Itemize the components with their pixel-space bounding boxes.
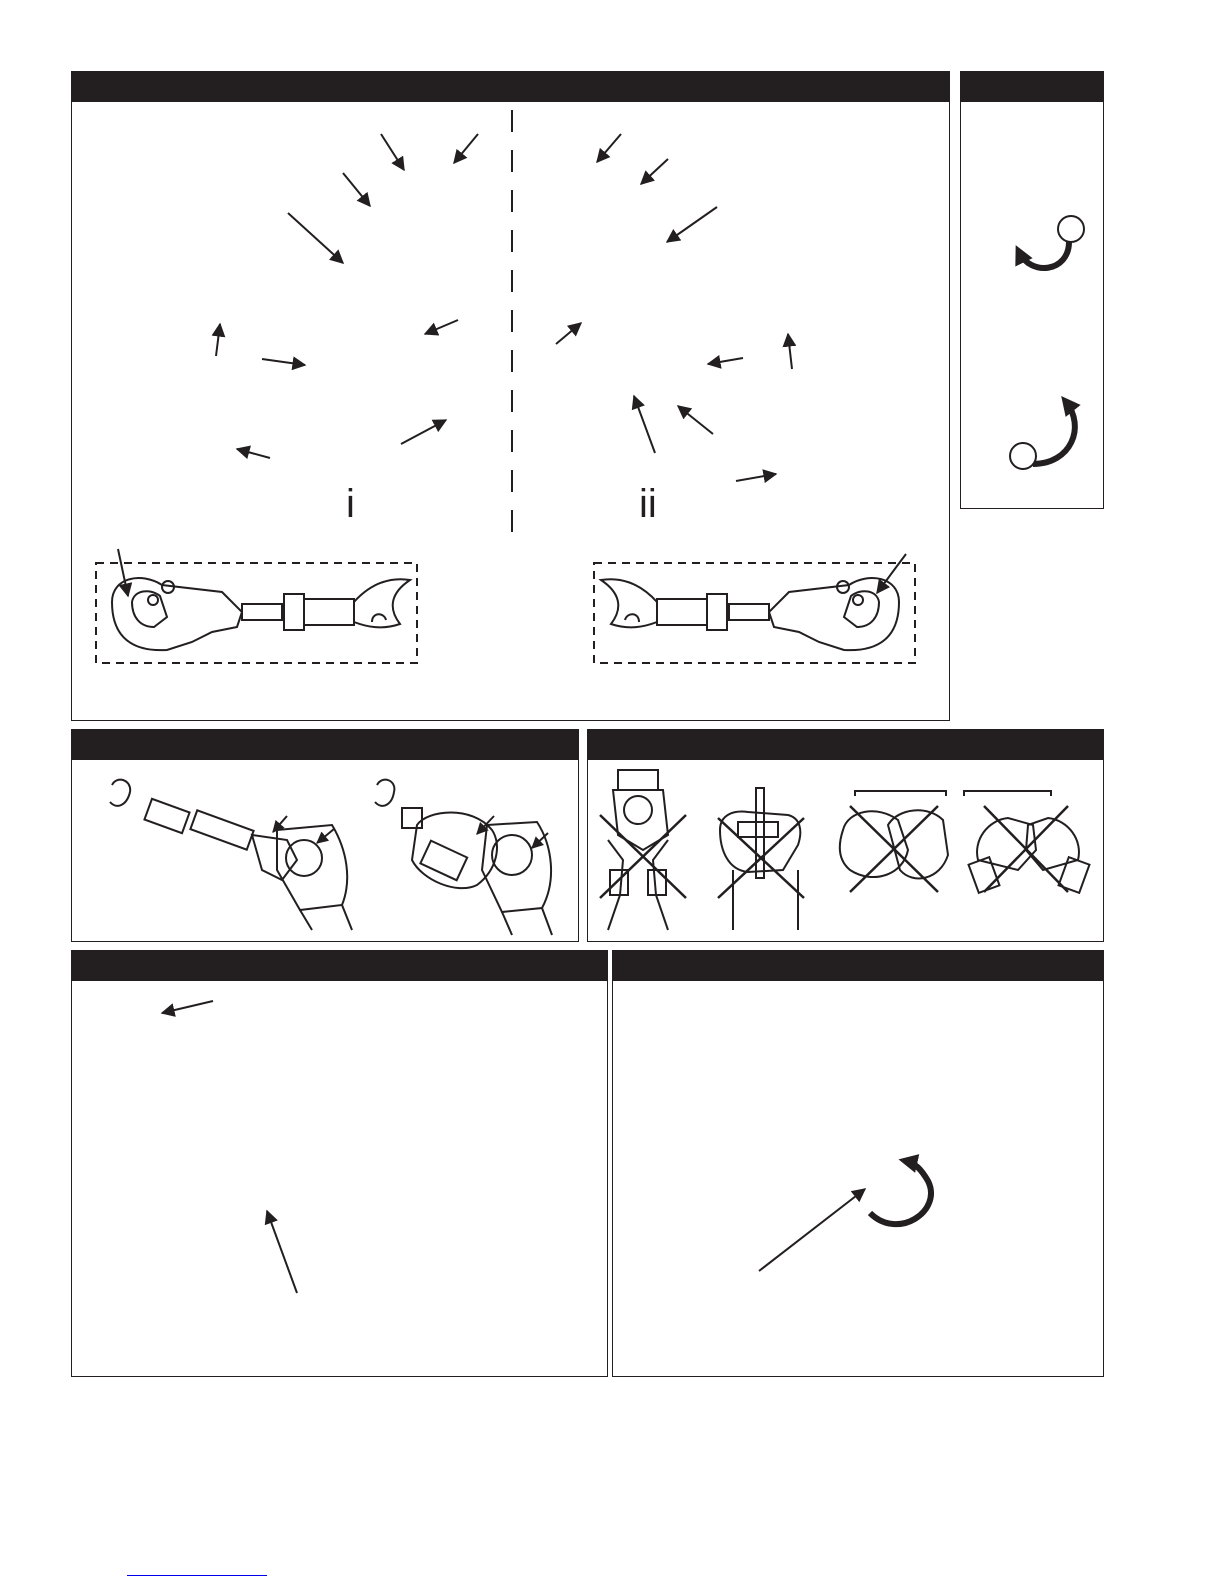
connection-diagram-art — [72, 72, 951, 722]
arrow-icon — [877, 554, 906, 593]
arrow-icon — [759, 1189, 865, 1271]
snap-hook-icon — [969, 818, 1090, 893]
arrow-icon — [288, 213, 343, 263]
arrow-icon — [237, 449, 270, 458]
arrow-icon — [267, 1211, 297, 1293]
arrow-icon — [162, 1001, 213, 1013]
arrow-icon — [678, 406, 713, 434]
arrow-icon — [736, 474, 776, 481]
arrow-icon — [381, 134, 404, 170]
prohibited-cross-icon — [600, 815, 686, 898]
panel-prohibited-connections — [587, 729, 1104, 942]
arrow-icon — [634, 396, 655, 453]
arrow-icon — [425, 320, 458, 334]
panel-bottom-left — [71, 950, 608, 1377]
arrow-icon — [667, 207, 717, 242]
bottom-left-art — [72, 951, 609, 1378]
arrow-icon — [454, 134, 478, 163]
carabiner-icon — [840, 810, 948, 878]
bracket — [855, 791, 946, 796]
bracket — [964, 791, 1051, 796]
rotate-counterclockwise-icon — [1019, 216, 1084, 268]
prohibited-connections-art — [588, 730, 1105, 943]
snap-hook-icon — [601, 578, 899, 650]
rotate-clockwise-icon — [1010, 402, 1075, 469]
panel-bottom-right — [612, 950, 1104, 1377]
arrow-icon — [597, 134, 621, 162]
arrow-icon — [343, 173, 370, 206]
arrow-icon — [216, 324, 220, 356]
panel-connection-diagram — [71, 71, 950, 721]
arrow-icon — [401, 420, 446, 444]
panel-connector-examples — [71, 729, 579, 942]
figure-label-ii: ii — [639, 482, 657, 526]
arrow-icon — [641, 159, 668, 184]
snap-hook-icon — [112, 578, 410, 650]
arrow-icon — [708, 358, 743, 364]
bottom-right-art — [613, 951, 1105, 1378]
connector-examples-art — [72, 730, 580, 943]
snap-hook-icon — [110, 780, 297, 880]
arrow-icon — [556, 323, 581, 344]
arrow-icon — [118, 549, 128, 596]
carabiner-icon — [375, 780, 497, 889]
rotation-art — [961, 72, 1105, 510]
prohibited-cross-icon — [984, 806, 1068, 892]
arrow-icon — [317, 829, 334, 843]
panel-rotation — [960, 71, 1104, 509]
figure-label-i: i — [346, 482, 355, 526]
footer-link-underline[interactable] — [127, 1575, 267, 1576]
arrow-icon — [788, 334, 792, 369]
arrow-icon — [262, 359, 305, 365]
rotate-clockwise-icon — [870, 1161, 931, 1224]
